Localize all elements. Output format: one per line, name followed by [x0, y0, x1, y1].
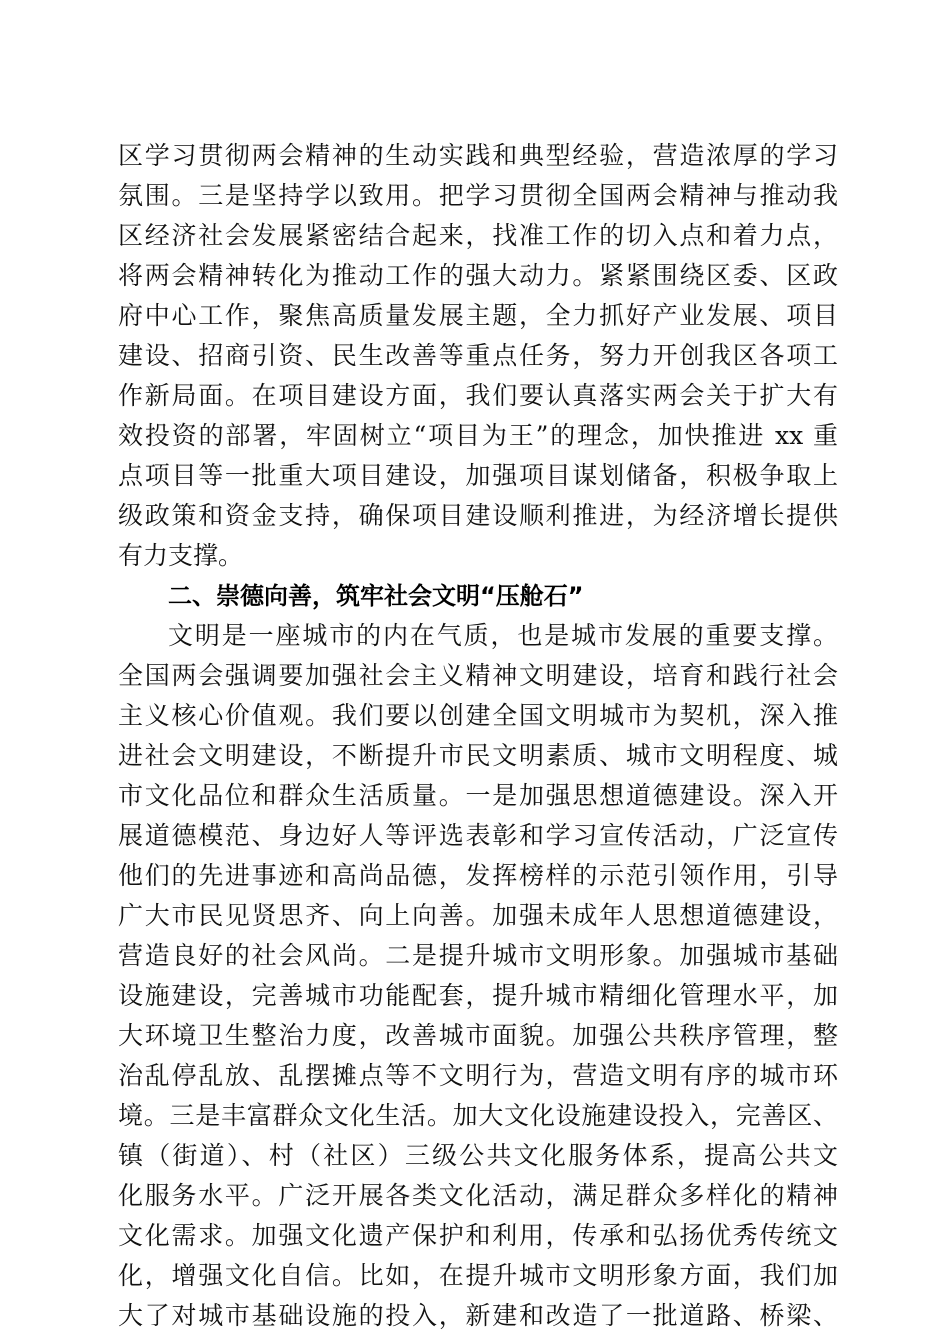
body-line: 区经济社会发展紧密结合起来，找准工作的切入点和着力点， — [118, 221, 838, 250]
body-line: 大了对城市基础设施的投入，新建和改造了一批道路、桥梁、 — [118, 1301, 838, 1330]
body-line: 府中心工作，聚焦高质量发展主题，全力抓好产业发展、项目 — [118, 301, 838, 330]
body-line: 效投资的部署，牢固树立“项目为王”的理念，加快推进 xx 重 — [118, 421, 838, 450]
body-line: 主义核心价值观。我们要以创建全国文明城市为契机，深入推 — [118, 701, 838, 730]
section-heading: 二、崇德向善，筑牢社会文明“压舱石” — [168, 582, 584, 610]
body-line: 大环境卫生整治力度，改善城市面貌。加强公共秩序管理，整 — [118, 1021, 838, 1050]
body-line: 治乱停乱放、乱摆摊点等不文明行为，营造文明有序的城市环 — [118, 1061, 838, 1090]
body-line: 他们的先进事迹和高尚品德，发挥榜样的示范引领作用，引导 — [118, 861, 838, 890]
body-line: 将两会精神转化为推动工作的强大动力。紧紧围绕区委、区政 — [118, 261, 838, 290]
body-line: 镇（街道）、村（社区）三级公共文化服务体系，提高公共文 — [118, 1141, 838, 1170]
body-line: 展道德模范、身边好人等评选表彰和学习宣传活动，广泛宣传 — [118, 821, 838, 850]
body-line: 全国两会强调要加强社会主义精神文明建设，培育和践行社会 — [118, 661, 838, 690]
body-line: 化服务水平。广泛开展各类文化活动，满足群众多样化的精神 — [118, 1181, 838, 1210]
body-line: 建设、招商引资、民生改善等重点任务，努力开创我区各项工 — [118, 341, 838, 370]
body-line: 文化需求。加强文化遗产保护和利用，传承和弘扬优秀传统文 — [118, 1221, 838, 1250]
body-line: 氛围。三是坚持学以致用。把学习贯彻全国两会精神与推动我 — [118, 181, 838, 210]
body-line: 化，增强文化自信。比如，在提升城市文明形象方面，我们加 — [118, 1261, 838, 1290]
body-line: 作新局面。在项目建设方面，我们要认真落实两会关于扩大有 — [118, 381, 838, 410]
body-line: 广大市民见贤思齐、向上向善。加强未成年人思想道德建设， — [118, 901, 838, 930]
body-line: 进社会文明建设，不断提升市民文明素质、城市文明程度、城 — [118, 741, 838, 770]
body-line: 区学习贯彻两会精神的生动实践和典型经验，营造浓厚的学习 — [118, 141, 838, 170]
body-line: 级政策和资金支持，确保项目建设顺利推进，为经济增长提供 — [118, 501, 838, 530]
body-line: 文明是一座城市的内在气质，也是城市发展的重要支撑。 — [168, 621, 838, 650]
body-line: 营造良好的社会风尚。二是提升城市文明形象。加强城市基础 — [118, 941, 838, 970]
body-line: 市文化品位和群众生活质量。一是加强思想道德建设。深入开 — [118, 781, 838, 810]
body-line: 境。三是丰富群众文化生活。加大文化设施建设投入，完善区、 — [118, 1101, 838, 1130]
body-line: 点项目等一批重大项目建设，加强项目谋划储备，积极争取上 — [118, 461, 838, 490]
body-line: 设施建设，完善城市功能配套，提升城市精细化管理水平，加 — [118, 981, 838, 1010]
body-line: 有力支撑。 — [118, 541, 244, 570]
